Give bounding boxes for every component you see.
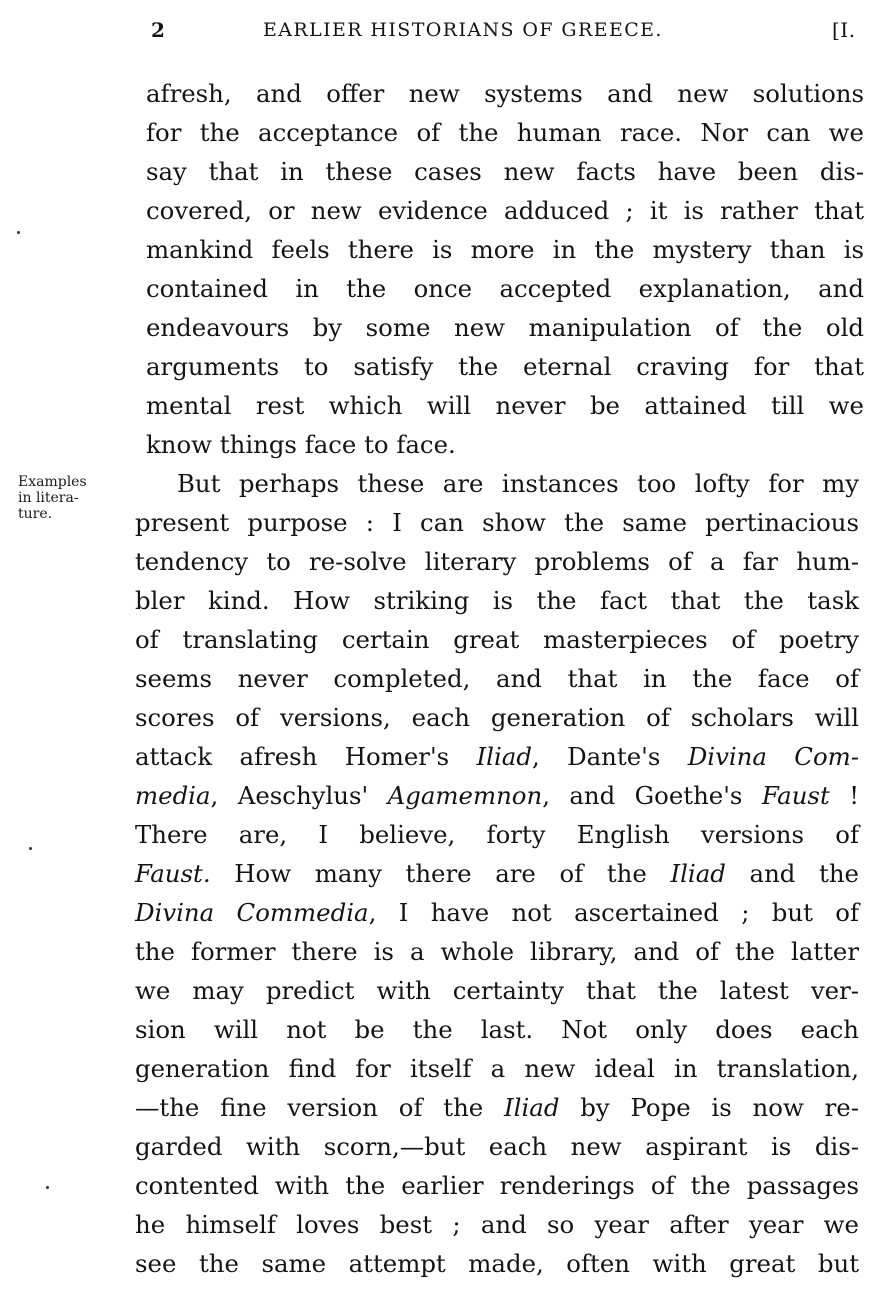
- text-run: !: [829, 781, 859, 810]
- text-line: There are, I believe, forty English versions of: [135, 820, 859, 849]
- work-title-faust: Faust.: [135, 859, 211, 888]
- print-speck: [17, 231, 20, 234]
- paragraph-continued: [146, 74, 864, 464]
- text-line: afresh, and offer new systems and new solutions: [146, 79, 864, 108]
- text-line: present purpose : I can show the same pertinacious: [135, 508, 859, 537]
- paragraph-examples: [135, 464, 859, 1283]
- text-run: by Pope is now re-: [559, 1093, 859, 1122]
- text-line: endeavours by some new manipulation of the old: [146, 313, 864, 342]
- text-line: for the acceptance of the human race. Nor can we: [146, 118, 864, 147]
- text-line: [135, 854, 859, 893]
- text-line: know things face to face.: [146, 430, 456, 459]
- text-line: see the same attempt made, often with great but: [135, 1249, 859, 1278]
- text-line: arguments to satisfy the eternal craving for that: [146, 352, 864, 381]
- work-title-iliad: Iliad: [670, 859, 726, 888]
- work-title-agamemnon: Agamemnon: [387, 781, 543, 810]
- text-line: generation find for itself a new ideal in translation,: [135, 1054, 859, 1083]
- margin-note-line: Examples: [18, 474, 87, 490]
- work-title-iliad: Iliad: [504, 1093, 560, 1122]
- margin-note-line: in litera-: [18, 490, 79, 506]
- text-run: —the fine version of the: [135, 1093, 505, 1122]
- text-line: contained in the once accepted explanation, and: [146, 274, 864, 303]
- work-title-divina-commedia: Divina Com-: [687, 742, 860, 771]
- work-title-divina-commedia: media: [135, 781, 211, 810]
- text-line: [135, 737, 859, 776]
- text-run: , Dante's: [531, 742, 688, 771]
- text-run: , I have not ascertained ; but of: [368, 898, 859, 927]
- text-line: covered, or new evidence adduced ; it is rather that: [146, 196, 864, 225]
- text-run: How many there are of the: [210, 859, 671, 888]
- text-line: [135, 893, 859, 932]
- print-speck: [46, 1186, 49, 1189]
- text-line: tendency to re-solve literary problems of a far hum-: [135, 547, 859, 576]
- text-run: , Aeschylus': [210, 781, 388, 810]
- work-title-faust: Faust: [761, 781, 830, 810]
- text-line: contented with the earlier renderings of the passages: [135, 1171, 859, 1200]
- text-line: of translating certain great masterpieces of poetry: [135, 625, 859, 654]
- text-line: mankind feels there is more in the mystery than is: [146, 235, 864, 264]
- text-run: , and Goethe's: [542, 781, 762, 810]
- margin-note-line: ture.: [18, 506, 53, 522]
- text-line: sion will not be the last. Not only does each: [135, 1015, 859, 1044]
- text-line: mental rest which will never be attained till we: [146, 391, 864, 420]
- text-line: garded with scorn,—but each new aspirant is dis-: [135, 1132, 859, 1161]
- work-title-iliad: Iliad: [476, 742, 532, 771]
- text-line: But perhaps these are instances too lofty for my: [177, 469, 859, 498]
- page-number: 2: [151, 18, 165, 42]
- text-line: the former there is a whole library, and of the latter: [135, 937, 859, 966]
- text-line: he himself loves best ; and so year after year we: [135, 1210, 859, 1239]
- text-line: [135, 1088, 859, 1127]
- print-speck: [29, 847, 32, 850]
- text-line: we may predict with certainty that the latest ver-: [135, 976, 859, 1005]
- text-line: say that in these cases new facts have been dis-: [146, 157, 864, 186]
- text-line: scores of versions, each generation of scholars will: [135, 703, 859, 732]
- running-head: [0, 18, 892, 50]
- text-run: attack afresh Homer's: [135, 742, 477, 771]
- text-line: bler kind. How striking is the fact that the task: [135, 586, 859, 615]
- margin-note: [18, 474, 128, 522]
- running-head-title: EARLIER HISTORIANS OF GREECE.: [263, 19, 663, 41]
- work-title-divina-commedia: Divina Commedia: [135, 898, 369, 927]
- text-run: and the: [725, 859, 859, 888]
- chapter-mark: [I.: [832, 18, 856, 42]
- text-line: [135, 776, 859, 815]
- text-line: seems never completed, and that in the face of: [135, 664, 859, 693]
